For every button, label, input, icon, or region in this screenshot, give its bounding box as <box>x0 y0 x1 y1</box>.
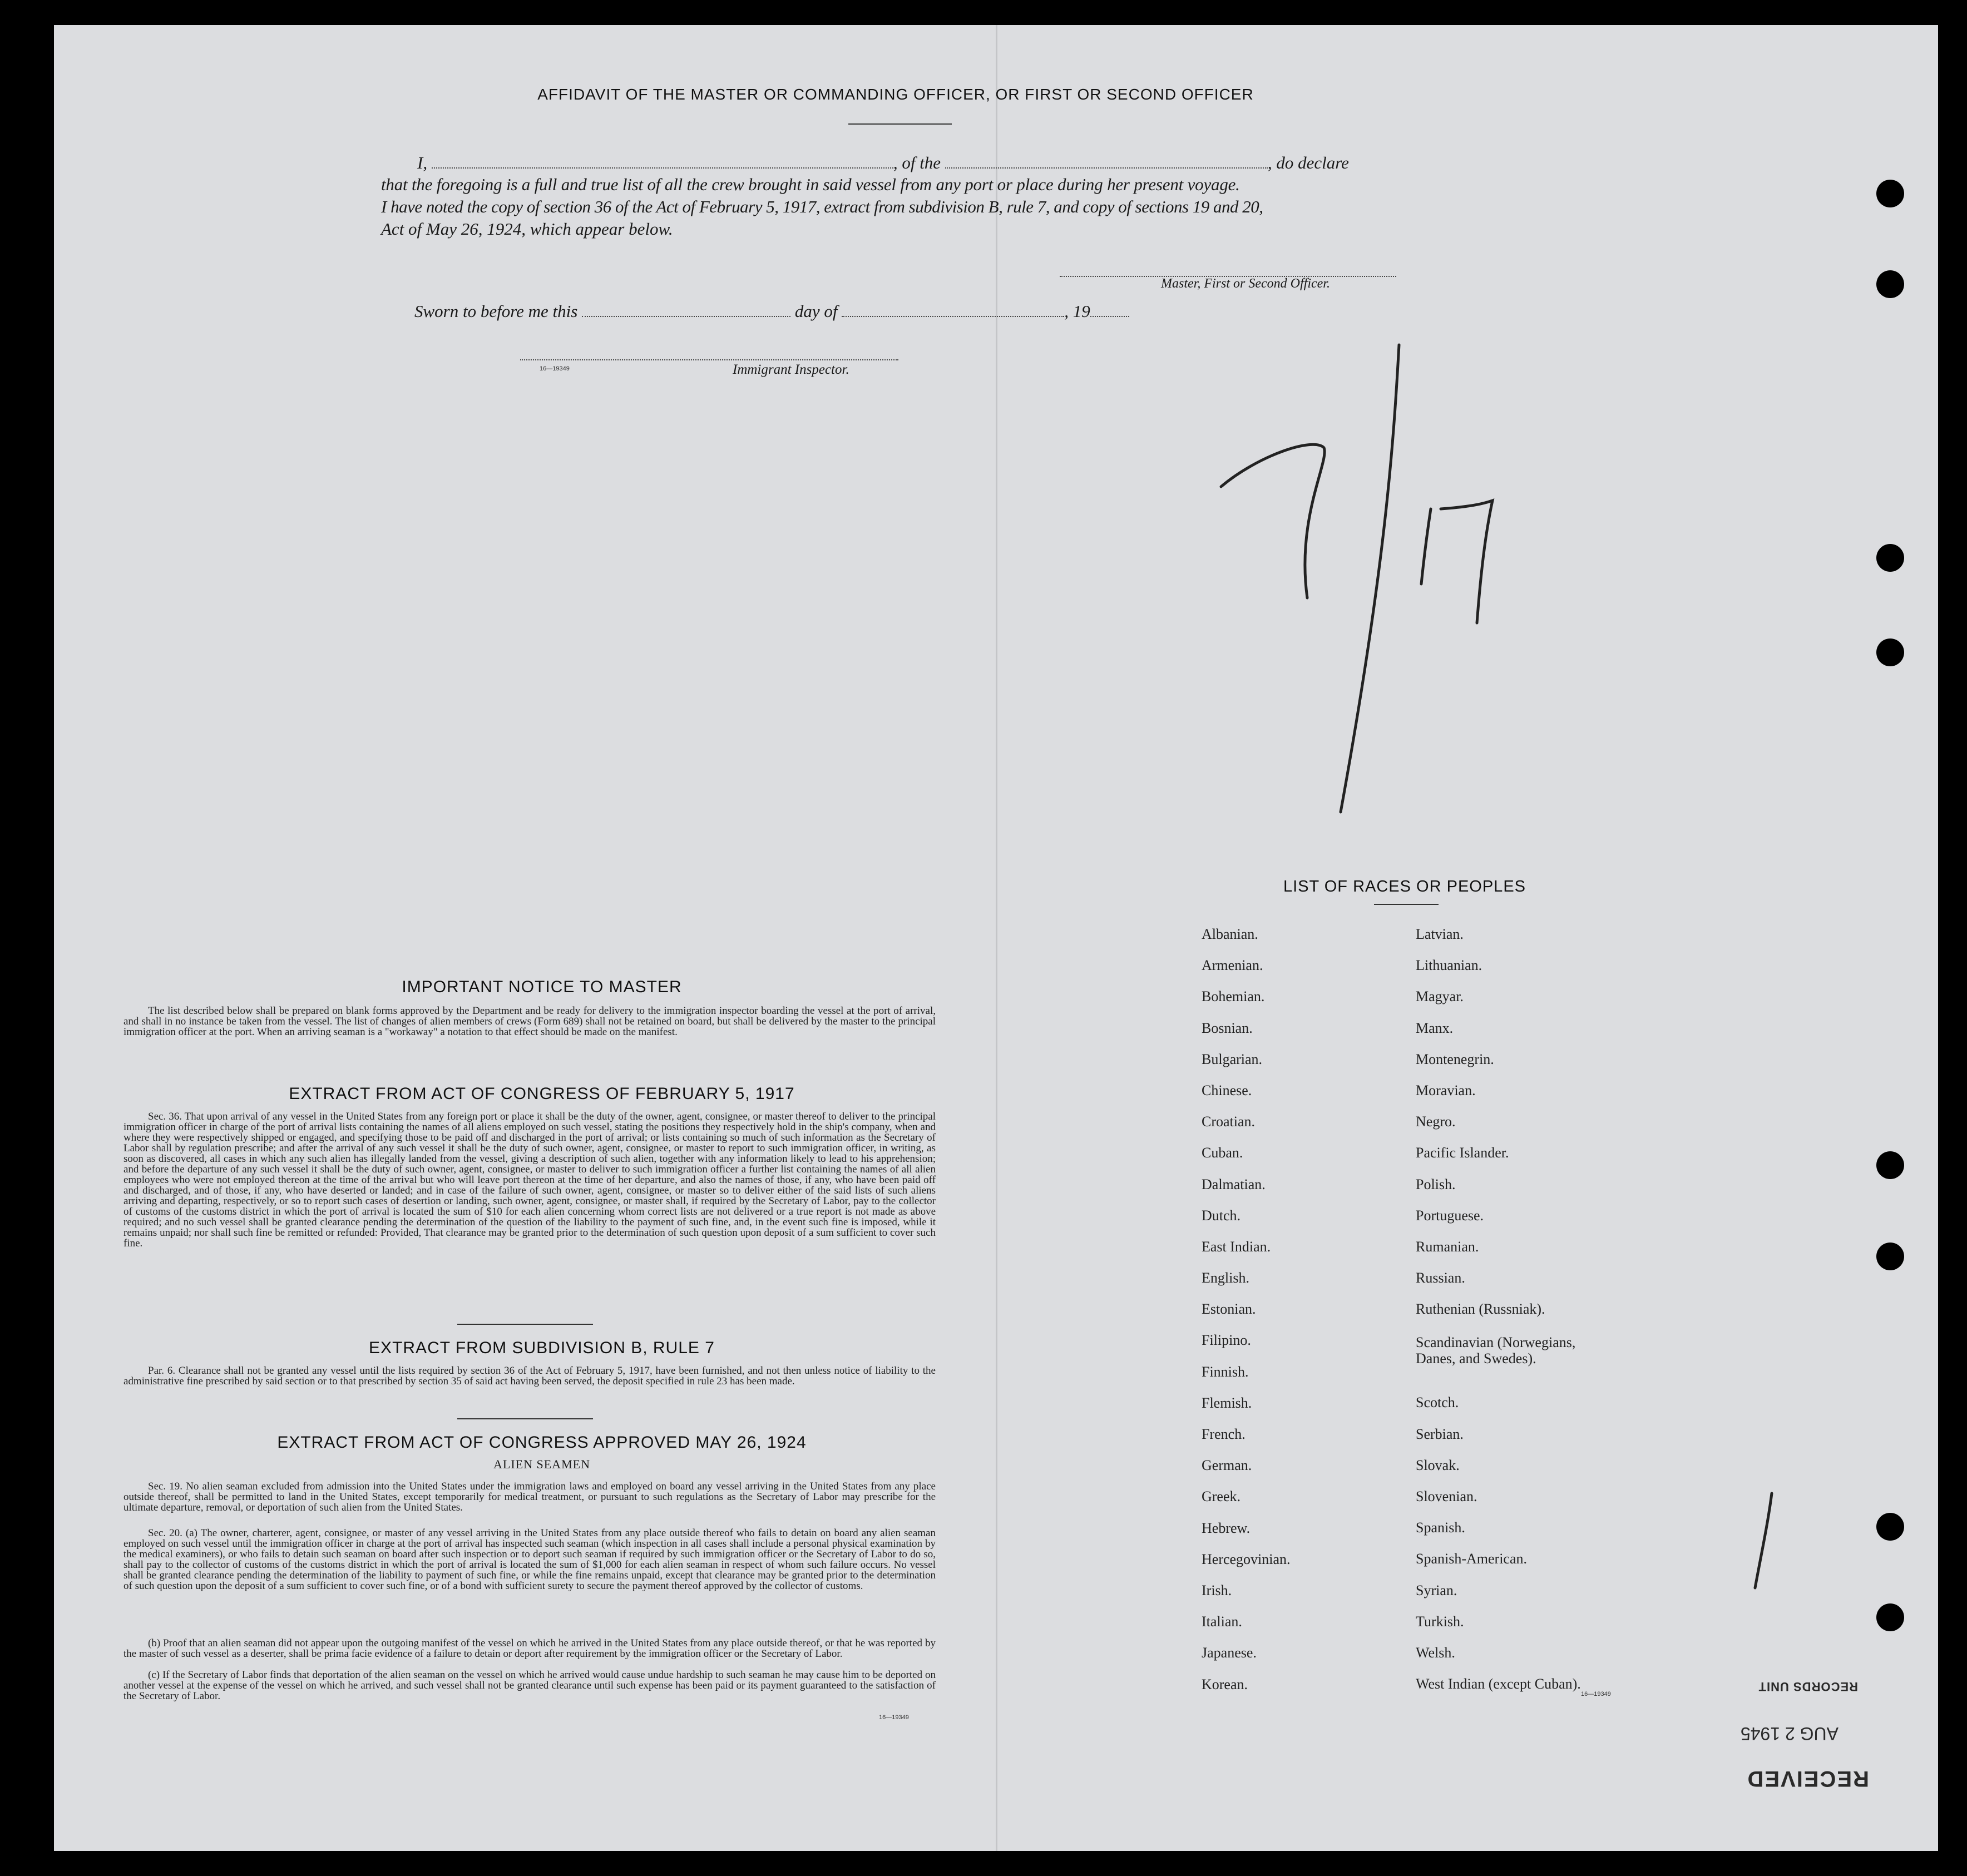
master-signature-label: Master, First or Second Officer. <box>1161 276 1330 291</box>
race-item: Scotch. <box>1416 1394 1459 1411</box>
race-item: Hebrew. <box>1202 1519 1251 1536</box>
race-item: Albanian. <box>1202 926 1258 942</box>
punch-hole <box>1876 1603 1904 1631</box>
race-item: Scandinavian (Norwegians, Danes, and Swedes). <box>1416 1334 1576 1367</box>
sworn-month-field[interactable] <box>842 315 1064 317</box>
handwritten-mark <box>1741 1485 1786 1596</box>
handwritten-one <box>1421 509 1431 584</box>
handwritten-seven-2 <box>1441 501 1492 623</box>
section-rule <box>457 1324 593 1325</box>
race-item: Greek. <box>1202 1488 1241 1505</box>
race-item: Pacific Islander. <box>1416 1145 1509 1161</box>
extract-1917-text: Sec. 36. That upon arrival of any vessel in the United States from any foreign port or place it shall be the duty of the owner, agent, consignee, or master thereof to deliver to the principal immigration officer in charge of the port of arrival lists containing the names of all aliens employed on such vessel, stating the positions they respectively hold in the ship's company, when and where they were respectively shipped or engaged, and specifying those to be paid off and discharged in the port of arrival; or lists containing so much of such information as the Secretary of Labor shall by regulation prescribe; and after the arrival of any such vessel it shall be the duty of such owner, agent, consignee, or master to report to such immigration officer, in writing, as soon as discovered, all cases in which any such alien has illegally landed from the vessel, giving a description of such alien, together with any information likely to lead to his apprehension; and before the departure of any such vessel it shall be the duty of such owner, agent, consignee, or master to deliver to such immigration officer a further list containing the names of all alien employees who were not employed thereon at the time of the arrival but who will leave port thereon at the time of her departure, and also the names of those, if any, who have been paid off and discharged, and of those, if any, who have deserted or landed; and in case of the failure of such owner, agent, consignee, or master so to deliver either of the said lists of such aliens arriving and departing, respectively, or so to report such cases of desertion or landing, such owner, agent, consignee, or master shall, if required by the Secretary of Labor, pay to the collector of customs of the customs district in which the port of arrival is located the sum of $10 for each alien concerning whom correct lists are not delivered or a true report is not made as above required; and no such vessel shall be granted clearance pending the determination of the question of the liability to the payment of such fine, and, in the event such fine is imposed, while it remains unpaid; nor shall such fine be remitted or refunded: Provided, That clearance may be granted prior to the determination of such question upon deposit of a sum sufficient to cover such fine. <box>123 1111 936 1249</box>
punch-hole <box>1876 1151 1904 1179</box>
inspector-signature-line[interactable] <box>520 359 898 360</box>
affidavit-declare: , do declare <box>1267 153 1349 172</box>
stamp-date: AUG 2 1945 <box>1740 1724 1838 1744</box>
races-title: LIST OF RACES OR PEOPLES <box>1283 878 1526 895</box>
sec20b-text: (b) Proof that an alien seaman did not appear upon the outgoing manifest of the vessel on which he arrived in the United States from any place outside thereof, or that he was reported by the master of such vessel as a deserter, shall be prima facie evidence of a failure to detain or deport after requirement by the immigration officer or the Secretary of Labor. <box>123 1637 936 1660</box>
race-item: Bohemian. <box>1202 988 1265 1005</box>
race-item: Manx. <box>1416 1019 1454 1036</box>
race-item: Dutch. <box>1202 1207 1241 1224</box>
day-of-label: day of <box>794 301 838 321</box>
form-number: 16—19349 <box>540 365 570 372</box>
affidavit-title: AFFIDAVIT OF THE MASTER OR COMMANDING OFFICER, OR FIRST OR SECOND OFFICER <box>537 86 1254 103</box>
race-item: Welsh. <box>1416 1644 1455 1661</box>
race-item: Bulgarian. <box>1202 1051 1263 1067</box>
alien-seamen-subtitle: ALIEN SEAMEN <box>493 1457 590 1471</box>
notice-title: IMPORTANT NOTICE TO MASTER <box>402 978 682 996</box>
sec20a-text: Sec. 20. (a) The owner, charterer, agent, consignee, or master of any vessel arriving in the United States from any place outside thereof who fails to detain on board any alien seaman employed on such vessel until the immigration officer in charge at the port of arrival has inspected such seaman (which inspection in all cases shall include a personal physical examination by the medical examiners), or who fails to detain such seaman on board after such inspection or to deport such seaman if required by such immigration officer or the Secretary of Labor to do so, shall pay to the collector of customs of the customs district in which the port of arrival is located the sum of $1,000 for each alien seaman in respect of whom such failure occurs. No vessel shall be granted clearance pending the determination of the liability to payment of such fine, or while the fine remains unpaid, except that clearance may be granted prior to the determination of such question upon the deposit of a sum sufficient to cover such fine, or of a bond with sufficient surety to secure the payment thereof approved by the collector of customs. <box>123 1527 936 1592</box>
race-item: Russian. <box>1416 1270 1465 1286</box>
sworn-label: Sworn to before me this <box>414 301 578 321</box>
subdivision-title: EXTRACT FROM SUBDIVISION B, RULE 7 <box>369 1339 715 1357</box>
race-item: Spanish-American. <box>1416 1551 1528 1567</box>
sec20c-text: (c) If the Secretary of Labor finds that deportation of the alien seaman on the vessel on which he arrived would cause undue hardship to such seaman he may cause him to be deported on another vessel at the expense of the vessel on which he arrived, and such vessel shall not be granted clearance until such expense has been paid or its payment guaranteed to the satisfaction of the Secretary of Labor. <box>123 1669 936 1702</box>
punch-hole <box>1876 638 1904 666</box>
handwritten-slash <box>1341 345 1399 812</box>
received-stamp <box>1686 1663 1869 1791</box>
race-item: Spanish. <box>1416 1519 1465 1536</box>
affidavit-line1 <box>381 153 1419 173</box>
race-item: French. <box>1202 1426 1246 1442</box>
affidavit-of-the: , of the <box>893 153 941 172</box>
form-number-3: 16—19349 <box>1581 1691 1611 1697</box>
race-item: Polish. <box>1416 1176 1456 1192</box>
race-item: West Indian (except Cuban). <box>1416 1676 1581 1692</box>
inspector-label: Immigrant Inspector. <box>733 362 849 377</box>
race-item: Serbian. <box>1416 1425 1464 1442</box>
handwritten-annotation <box>1196 334 1558 834</box>
races-rule <box>1374 904 1439 905</box>
race-item: Montenegrin. <box>1416 1051 1494 1067</box>
year-label: , 19 <box>1064 301 1090 321</box>
race-item: Lithuanian. <box>1416 957 1482 974</box>
race-item: East Indian. <box>1202 1238 1271 1255</box>
stamp-word: RECEIVED <box>1746 1766 1869 1791</box>
race-item: Bosnian. <box>1202 1019 1253 1036</box>
race-item: Finnish. <box>1202 1363 1249 1380</box>
race-item: Negro. <box>1416 1113 1456 1130</box>
race-item: Armenian. <box>1202 957 1263 974</box>
race-item: Irish. <box>1202 1582 1232 1598</box>
title-rule <box>848 123 952 125</box>
race-item: English. <box>1202 1270 1249 1286</box>
affidavit-i: I, <box>417 153 428 172</box>
race-item: Cuban. <box>1202 1145 1243 1161</box>
notice-text: The list described below shall be prepared on blank forms approved by the Department and be ready for delivery to the immigration inspector boarding the vessel at the port of arrival, and shall in no instance be taken from the vessel. The list of changes of alien members of crews (Form 689) shall not be retained on board, but shall be delivered by the master to the principal immigration officer at the port. When an arriving seaman is a "workaway" a notation to that effect should be made on the manifest. <box>123 1005 936 1038</box>
affidavit-line3: I have noted the copy of section 36 of the Act of February 5, 1917, extract from subdivision B, rule 7, and copy of sections 19 and 20, <box>381 197 1263 216</box>
race-item: Magyar. <box>1416 988 1464 1005</box>
form-number-2: 16—19349 <box>879 1714 909 1721</box>
stamp-dept: RECORDS UNIT <box>1758 1680 1858 1694</box>
race-item: Rumanian. <box>1416 1238 1479 1255</box>
race-item: Estonian. <box>1202 1301 1256 1318</box>
race-item: Latvian. <box>1416 926 1464 942</box>
race-item: Portuguese. <box>1416 1207 1484 1224</box>
sec19-text: Sec. 19. No alien seaman excluded from admission into the United States under the immigration laws and employed on board any vessel arriving in the United States from any place outside thereof, shall be permitted to land in the United States, except temporarily for medical treatment, or pursuant to such regulations as the Secretary of Labor may prescribe for the ultimate departure, removal, or deportation of such alien from the United States. <box>123 1481 936 1513</box>
race-item: Korean. <box>1202 1676 1248 1692</box>
affidavit-line4: Act of May 26, 1924, which appear below. <box>381 219 673 239</box>
race-item: Slovak. <box>1416 1457 1460 1473</box>
race-item: Ruthenian (Russniak). <box>1416 1301 1545 1318</box>
race-item: Dalmatian. <box>1202 1176 1266 1192</box>
extract-1917-title: EXTRACT FROM ACT OF CONGRESS OF FEBRUARY 5, 1917 <box>289 1085 795 1103</box>
affidavit-line2: that the foregoing is a full and true list of all the crew brought in said vessel from any port or place during her present voyage. <box>381 175 1240 194</box>
race-item: Japanese. <box>1202 1645 1257 1661</box>
punch-hole <box>1876 544 1904 572</box>
race-item: Chinese. <box>1202 1082 1252 1098</box>
subdivision-text: Par. 6. Clearance shall not be granted any vessel until the lists required by section 36 of the Act of February 5, 1917, have been furnished, and not then unless notice of liability to the administrative fine prescribed by said section or to that prescribed by section 35 of said act having been served, the deposit specified in rule 23 has been made. <box>123 1365 936 1387</box>
punch-hole <box>1876 1513 1904 1541</box>
race-item: Syrian. <box>1416 1582 1457 1598</box>
punch-hole <box>1876 180 1904 207</box>
race-item: Filipino. <box>1202 1332 1251 1349</box>
race-item: Moravian. <box>1416 1082 1476 1098</box>
race-item: Croatian. <box>1202 1113 1256 1130</box>
sworn-day-field[interactable] <box>582 315 790 317</box>
punch-hole <box>1876 1243 1904 1270</box>
races-right-column <box>1416 926 1649 1707</box>
race-item: Italian. <box>1202 1613 1242 1630</box>
vessel-field[interactable] <box>945 167 1268 169</box>
handwritten-seven <box>1221 444 1324 598</box>
races-left-column <box>1202 926 1402 1707</box>
sworn-year-field[interactable] <box>1090 315 1129 317</box>
punch-hole <box>1876 270 1904 298</box>
race-item: Hercegovinian. <box>1202 1551 1291 1567</box>
race-item: Flemish. <box>1202 1394 1252 1411</box>
center-fold <box>996 25 997 1851</box>
section-rule <box>457 1418 593 1419</box>
sworn-line <box>414 301 1193 321</box>
extract-1924-title: EXTRACT FROM ACT OF CONGRESS APPROVED MAY 26, 1924 <box>277 1433 807 1452</box>
race-item: German. <box>1202 1457 1252 1474</box>
race-item: Slovenian. <box>1416 1488 1477 1504</box>
race-item: Turkish. <box>1416 1613 1464 1630</box>
name-field[interactable] <box>432 167 893 169</box>
